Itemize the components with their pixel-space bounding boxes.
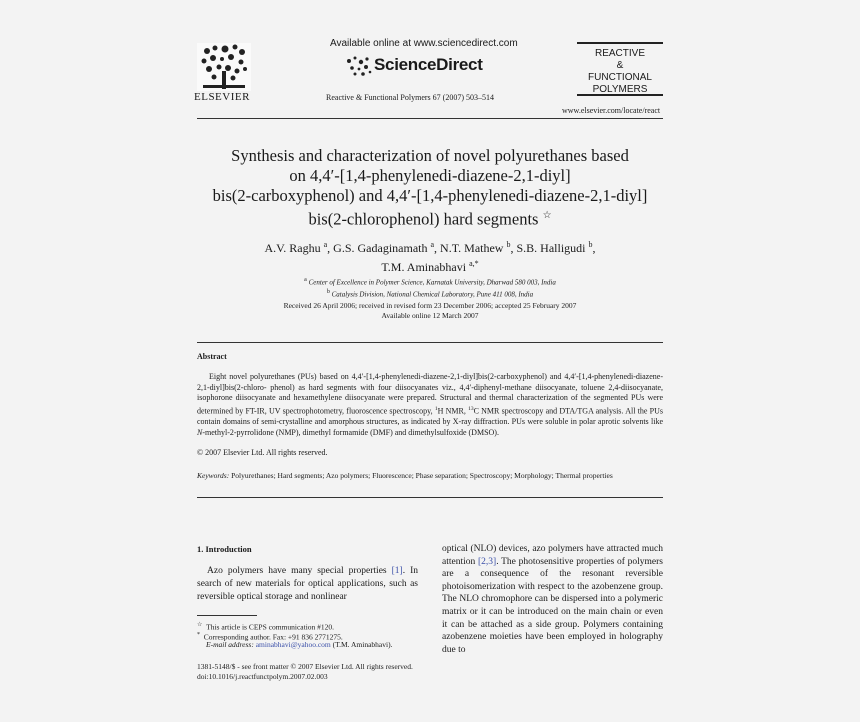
title-line: on 4,4′-[1,4-phenylenedi-diazene-2,1-diyl]	[289, 166, 571, 185]
affiliation: Catalysis Division, National Chemical Laboratory, Pune 411 008, India	[331, 290, 534, 299]
email-link[interactable]: aminabhavi@yahoo.com	[255, 640, 331, 649]
author: G.S. Gadaginamath	[333, 241, 428, 255]
citation-link[interactable]: [1]	[391, 566, 403, 576]
issn-line: 1381-5148/$ - see front matter © 2007 Elsevier Ltd. All rights reserved.	[197, 662, 413, 671]
keywords	[197, 471, 663, 481]
footnote-divider	[197, 615, 257, 616]
footnote-email: E-mail address: aminabhavi@yahoo.com (T.M. Aminabhavi).	[206, 640, 393, 649]
footnote: * Corresponding author. Fax: +91 836 2771275.	[197, 632, 343, 642]
copyright-line: © 2007 Elsevier Ltd. All rights reserved.	[197, 448, 328, 457]
title-star-icon[interactable]: ☆	[542, 210, 552, 221]
citation-link[interactable]: [2,3]	[477, 556, 497, 567]
author-list: A.V. Raghu $^a$, G.S. Gadaginamath $^a$, N.T. Mathew $^b$, S.B. Halligudi $^b$, T.M. Aminabhavi $^{a,*}$	[264, 240, 596, 274]
journal-title-box	[577, 42, 663, 96]
online-date: Available online 12 March 2007	[381, 311, 479, 320]
header-divider	[197, 118, 663, 119]
affiliation: Center of Excellence in Polymer Science, Karnatak University, Dharwad 580 003, India	[308, 278, 556, 287]
available-online-text: Available online at www.sciencedirect.com	[330, 38, 518, 49]
section-heading-introduction: 1. Introduction	[197, 544, 252, 554]
body-column-left: Azo polymers have many special properties [1]. In search of new materials for optical applications, such as reversible optical storage and nonlinear	[197, 566, 418, 602]
author: S.B. Halligudi	[516, 241, 586, 255]
sciencedirect-wordmark: ScienceDirect	[374, 55, 483, 74]
abstract-heading: Abstract	[197, 352, 227, 361]
body-column-right: optical (NLO) devices, azo polymers have attracted much attention [2,3]. The photosensitive properties of polymers are a consequence of the resonant reversible photoisomerization with respect to the azobenzene group. The NLO chromophore can be dispersed into a polymeric matrix or it can be introduced on the main chain or even it can be attached as a side group. Polymers containing azobenzene moieties have been employed in holography due to	[442, 544, 663, 655]
abstract-divider	[197, 342, 663, 343]
abstract-text: Eight novel polyurethanes (PUs) based on 4,4′-[1,4-phenylenedi-diazene-2,1-diyl]bis(2-carboxyphenol) and 4,4′-[1,4-phenylenedi-diazene-2,1-diyl]bis(2-chloro- phenol) as hard segments with four diisocyanates viz., 4,4′-diphenyl-methane diisocyanate, toluene 2,4-diisocyanate, isophorone diisocyanate and hexamethylene diisocyanate were prepared. Structural and thermal characterization of the segmented PUs were determined by FT-IR, UV spectrophotometry, fluoroscence spectroscopy, $^1$H NMR, $^{13}$C NMR spectroscopy and DTA/TGA analysis. All the PUs contain domains of semi-crystalline and amorphous structures, as indicated by X-ray diffraction. PUs were soluble in polar aprotic solvents like N-methyl-2-pyrrolidone (NMP), dimethyl formamide (DMF) and dimethylsulfoxide (DMSO).	[197, 372, 663, 437]
journal-url[interactable]: www.elsevier.com/locate/react	[562, 106, 661, 115]
title-line: Synthesis and characterization of novel polyurethanes based	[231, 146, 629, 165]
journal-box-line: FUNCTIONAL	[588, 72, 652, 83]
doi-line[interactable]: doi:10.1016/j.reactfunctpolym.2007.02.003	[197, 672, 328, 681]
title-line: bis(2-chlorophenol) hard segments ☆	[308, 209, 552, 229]
article-history	[197, 301, 663, 321]
publisher-name: ELSEVIER	[194, 91, 250, 103]
paper-title	[197, 146, 663, 230]
footnote: ☆ This article is CEPS communication #120.	[197, 622, 335, 632]
author: N.T. Mathew	[440, 241, 504, 255]
journal-reference: Reactive & Functional Polymers 67 (2007) 503–514	[326, 93, 494, 102]
author: A.V. Raghu	[264, 241, 321, 255]
keywords-divider	[197, 497, 663, 498]
received-dates: Received 26 April 2006; received in revised form 23 December 2006; accepted 25 February 2007	[283, 301, 577, 310]
journal-box-line: POLYMERS	[592, 84, 648, 95]
affiliations: $^a$ Center of Excellence in Polymer Science, Karnatak University, Dharwad 580 003, India $^b$ Catalysis Division, National Chemical Laboratory, Pune 411 008, India	[304, 277, 556, 299]
keywords-label: Keywords:	[197, 471, 230, 480]
issn-doi	[197, 662, 413, 682]
keywords-text: Polyurethanes; Hard segments; Azo polymers; Fluorescence; Phase separation; Spectroscopy; Morphology; Thermal properties	[229, 471, 613, 480]
title-line: bis(2-carboxyphenol) and 4,4′-[1,4-phenylenedi-diazene-2,1-diyl]	[212, 186, 648, 205]
author: T.M. Aminabhavi	[381, 260, 467, 274]
journal-box-line: &	[616, 60, 624, 71]
journal-box-line: REACTIVE	[594, 48, 645, 59]
